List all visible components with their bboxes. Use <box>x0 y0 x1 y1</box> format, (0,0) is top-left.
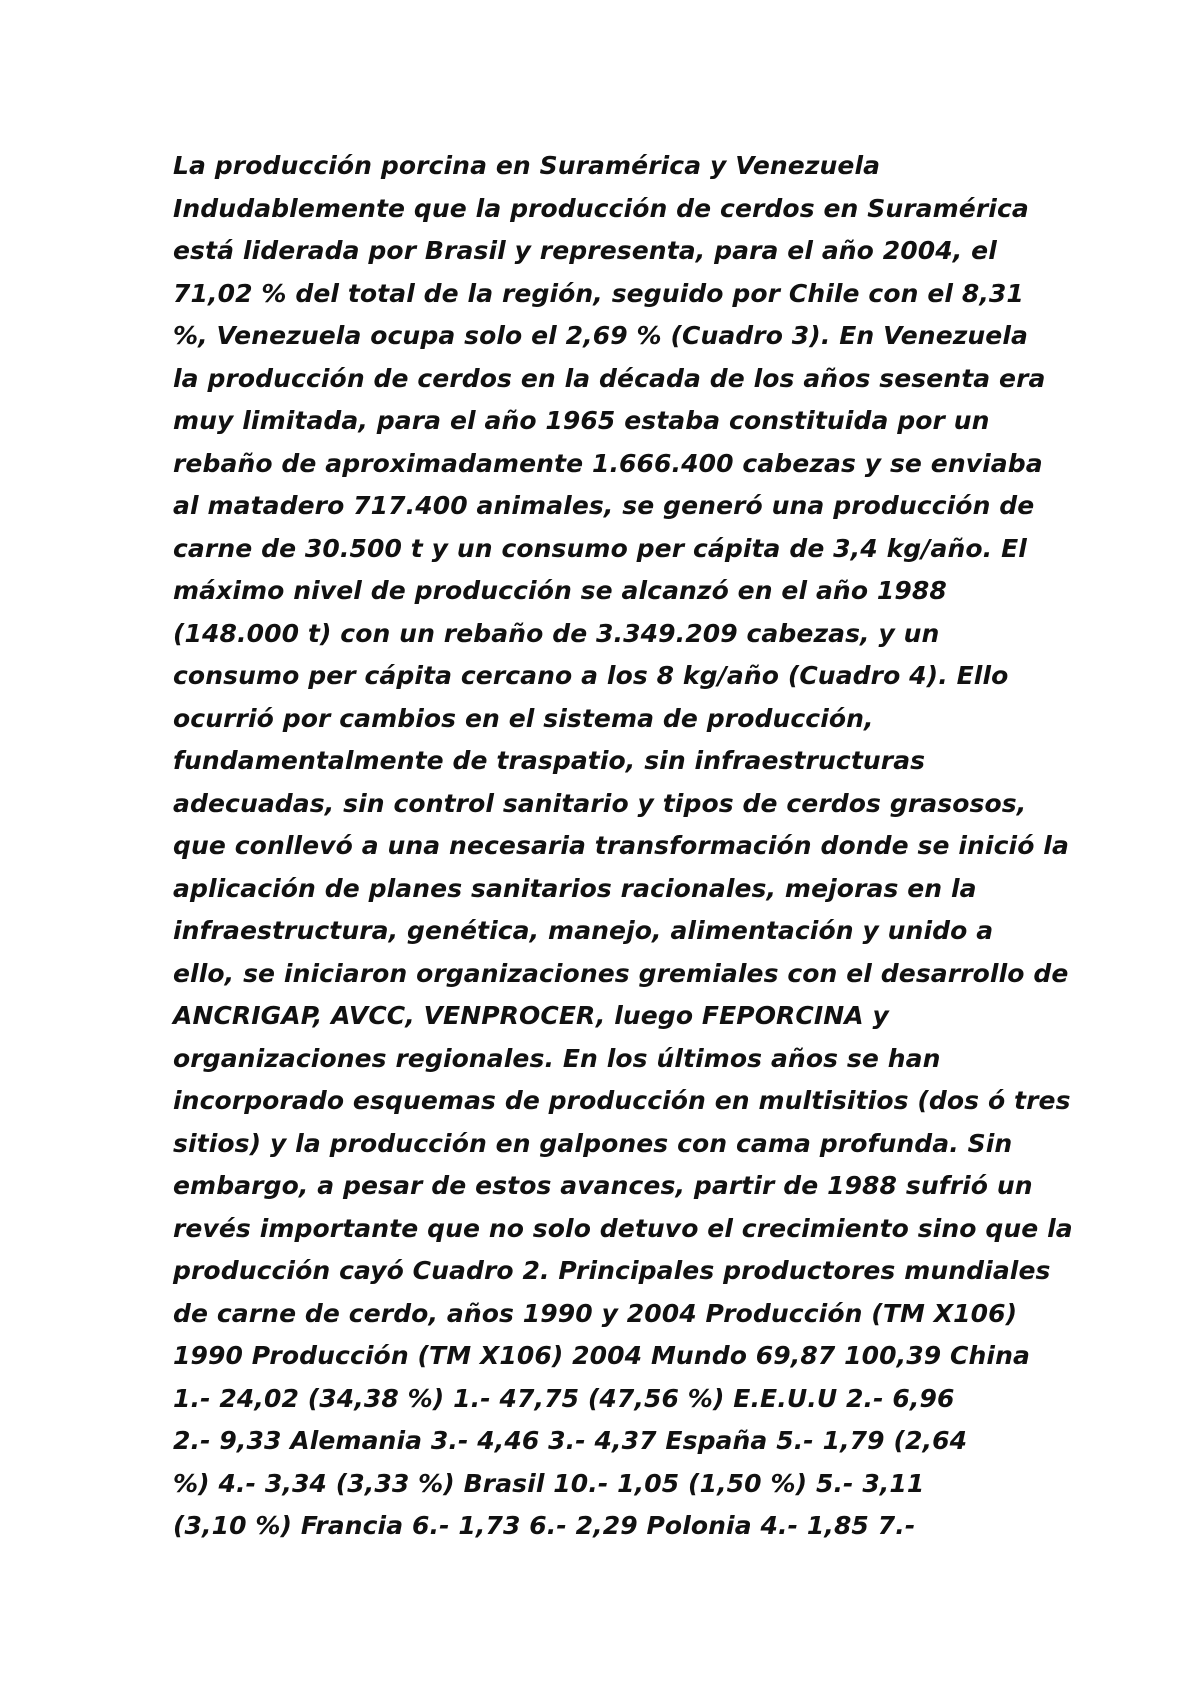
text-line: de carne de cerdo, años 1990 y 2004 Producción (TM X106) <box>173 1298 1018 1328</box>
text-line: incorporado esquemas de producción en multisitios (dos ó tres <box>173 1086 1071 1115</box>
text-line: carne de 30.500 t y un consumo per cápita de 3,4 kg/año. El <box>173 533 1027 563</box>
text-line: producción cayó Cuadro 2. Principales productores mundiales <box>173 1256 1051 1285</box>
text-line: ocurrió por cambios en el sistema de producción, <box>173 703 874 733</box>
text-line: (148.000 t) con un rebaño de 3.349.209 cabezas, y un <box>173 618 940 648</box>
text-line: al matadero 717.400 animales, se generó una producción de <box>173 491 1035 520</box>
text-line: embargo, a pesar de estos avances, partir de 1988 sufrió un <box>173 1171 1033 1200</box>
text-line: ANCRIGAP, AVCC, VENPROCER, luego FEPORCINA y <box>173 1001 889 1030</box>
text-line: que conllevó a una necesaria transformación donde se inició la <box>173 831 1069 860</box>
text-line: la producción de cerdos en la década de los años sesenta era <box>173 363 1046 393</box>
text-line: rebaño de aproximadamente 1.666.400 cabezas y se enviaba <box>173 448 1043 478</box>
body-text <box>173 145 1073 1548</box>
text-line: sitios) y la producción en galpones con cama profunda. Sin <box>173 1128 1013 1158</box>
text-line: organizaciones regionales. En los últimos años se han <box>173 1043 941 1073</box>
text-line: revés importante que no solo detuvo el crecimiento sino que la <box>173 1213 1073 1243</box>
text-line: (3,10 %) Francia 6.- 1,73 6.- 2,29 Polonia 4.- 1,85 7.- <box>173 1511 916 1540</box>
text-line: ello, se iniciaron organizaciones gremiales con el desarrollo de <box>173 958 1069 988</box>
text-line-title: La producción porcina en Suramérica y Venezuela <box>173 151 881 180</box>
text-line: está liderada por Brasil y representa, para el año 2004, el <box>173 236 997 265</box>
text-line: infraestructura, genética, manejo, alimentación y unido a <box>173 916 994 945</box>
text-line: %, Venezuela ocupa solo el 2,69 % (Cuadro 3). En Venezuela <box>173 321 1028 350</box>
text-line: aplicación de planes sanitarios racionales, mejoras en la <box>173 873 977 903</box>
text-line: 71,02 % del total de la región, seguido por Chile con el 8,31 <box>173 278 1024 308</box>
text-line: %) 4.- 3,34 (3,33 %) Brasil 10.- 1,05 (1,50 %) 5.- 3,11 <box>173 1468 925 1498</box>
text-line: 1990 Producción (TM X106) 2004 Mundo 69,87 100,39 China <box>173 1341 1030 1370</box>
text-line: fundamentalmente de traspatio, sin infraestructuras <box>173 746 926 775</box>
text-line: muy limitada, para el año 1965 estaba constituida por un <box>173 406 990 435</box>
text-line: 1.- 24,02 (34,38 %) 1.- 47,75 (47,56 %) E.E.U.U 2.- 6,96 <box>173 1383 955 1413</box>
text-line: máximo nivel de producción se alcanzó en el año 1988 <box>173 576 947 605</box>
text-line: Indudablemente que la producción de cerdos en Suramérica <box>173 193 1029 223</box>
text-line: consumo per cápita cercano a los 8 kg/año (Cuadro 4). Ello <box>173 661 1009 690</box>
text-line: adecuadas, sin control sanitario y tipos de cerdos grasosos, <box>173 788 1027 818</box>
text-line: 2.- 9,33 Alemania 3.- 4,46 3.- 4,37 España 5.- 1,79 (2,64 <box>173 1426 968 1455</box>
